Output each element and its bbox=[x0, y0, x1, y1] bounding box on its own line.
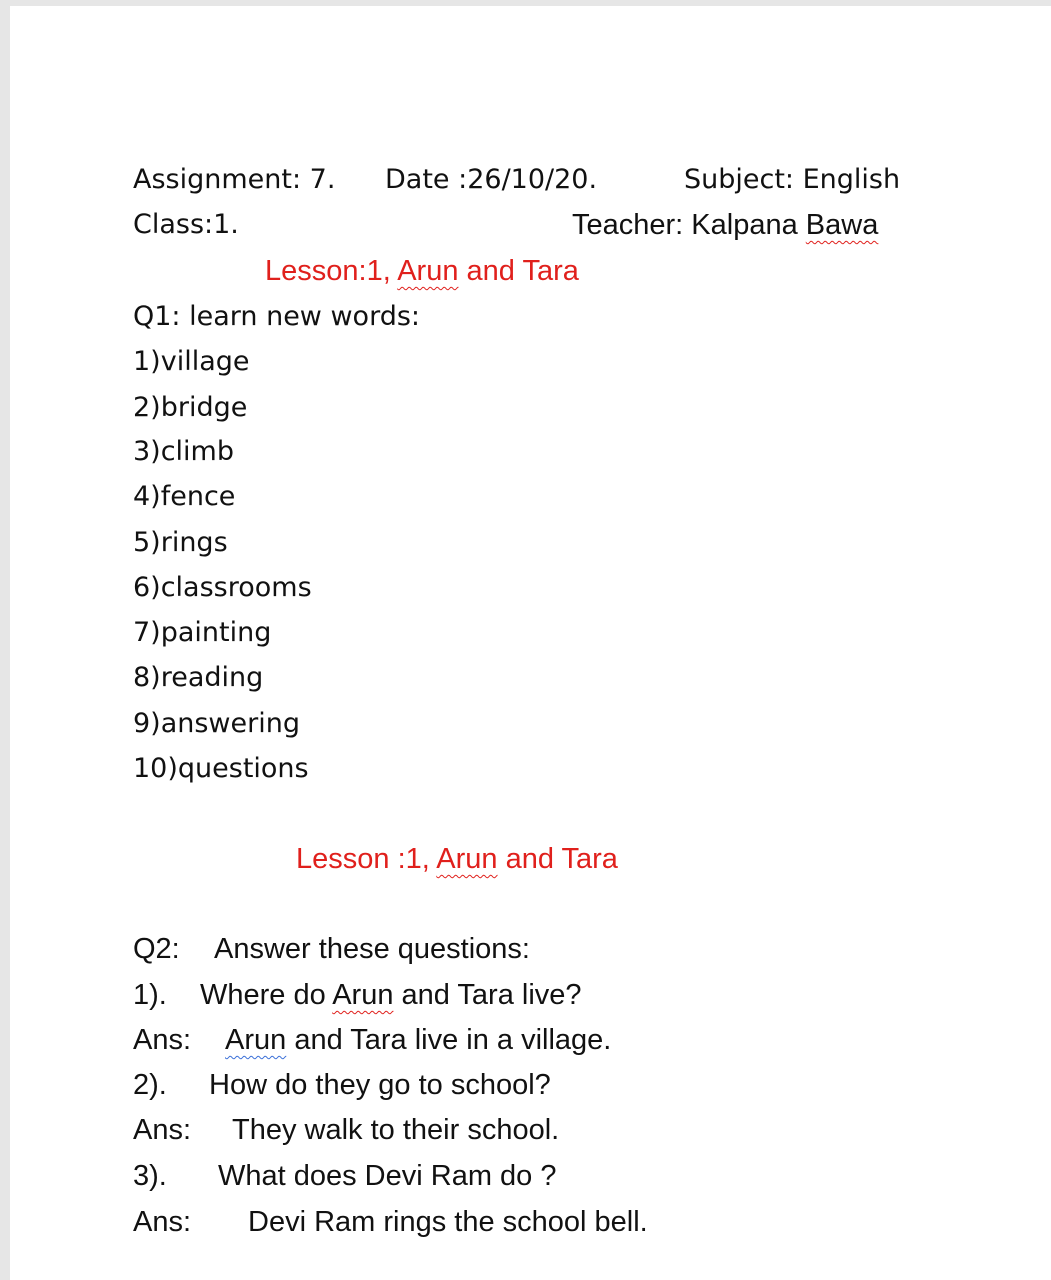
answer-text: Devi Ram rings the school bell. bbox=[248, 1206, 648, 1238]
word-item: 5)rings bbox=[133, 527, 228, 558]
teacher-name bbox=[572, 207, 878, 243]
question-text-part: Where do bbox=[200, 979, 333, 1011]
lesson-1-name: Arun bbox=[397, 255, 459, 287]
document-page bbox=[10, 6, 1051, 1280]
answer-text: They walk to their school. bbox=[232, 1114, 560, 1146]
q2-prompt-label: Q2: bbox=[133, 933, 180, 965]
teacher-prefix: Teacher: Kalpana bbox=[572, 209, 806, 241]
answer-text-part: and Tara live in a village. bbox=[286, 1024, 612, 1056]
word-item: 7)painting bbox=[133, 617, 272, 648]
lesson-1-prefix: Lesson:1, bbox=[265, 255, 398, 287]
word-item: 10)questions bbox=[133, 753, 309, 784]
word-item: 6)classrooms bbox=[133, 572, 312, 603]
word-item: 4)fence bbox=[133, 481, 236, 512]
teacher-surname: Bawa bbox=[805, 209, 879, 241]
answer-label: Ans: bbox=[133, 1206, 192, 1238]
question-text-part: and Tara live? bbox=[393, 979, 582, 1011]
lesson-2-name: Arun bbox=[436, 843, 498, 875]
assignment-number: Assignment: 7. bbox=[133, 164, 336, 195]
word-item: 9)answering bbox=[133, 708, 300, 739]
answer-label: Ans: bbox=[133, 1114, 192, 1146]
question-number: 1). bbox=[133, 979, 167, 1011]
word-item: 1)village bbox=[133, 346, 250, 377]
question-text bbox=[200, 977, 582, 1013]
question-name: Arun bbox=[332, 979, 394, 1011]
lesson-heading-1 bbox=[265, 253, 579, 289]
assignment-date: Date :26/10/20. bbox=[385, 164, 598, 195]
question-text: How do they go to school? bbox=[209, 1069, 551, 1101]
word-item: 8)reading bbox=[133, 662, 264, 693]
class-label: Class:1. bbox=[133, 209, 239, 240]
question-number: 2). bbox=[133, 1069, 167, 1101]
lesson-1-suffix: and Tara bbox=[458, 255, 579, 287]
word-item: 3)climb bbox=[133, 436, 234, 467]
word-item: 2)bridge bbox=[133, 392, 248, 423]
subject: Subject: English bbox=[684, 164, 901, 195]
q1-prompt: Q1: learn new words: bbox=[133, 301, 421, 332]
lesson-2-suffix: and Tara bbox=[497, 843, 618, 875]
question-number: 3). bbox=[133, 1160, 167, 1192]
answer-name: Arun bbox=[225, 1024, 287, 1056]
lesson-2-prefix: Lesson :1, bbox=[296, 843, 437, 875]
lesson-heading-2 bbox=[296, 841, 618, 877]
answer-text bbox=[225, 1022, 611, 1058]
answer-label: Ans: bbox=[133, 1024, 192, 1056]
question-text: What does Devi Ram do ? bbox=[218, 1160, 557, 1192]
q2-prompt-text: Answer these questions: bbox=[214, 933, 530, 965]
